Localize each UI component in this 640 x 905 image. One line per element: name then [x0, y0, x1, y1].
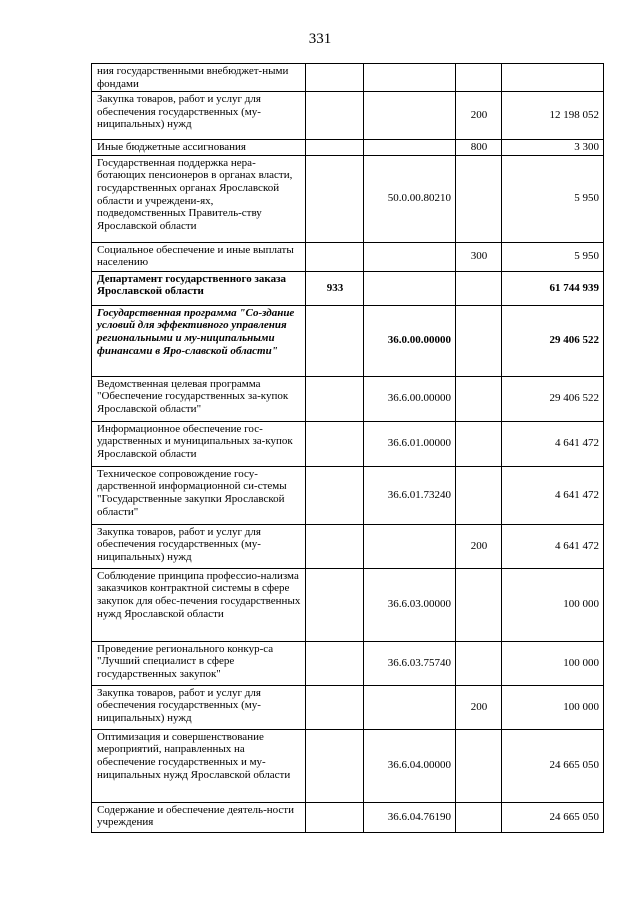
- row-name: Содержание и обеспечение деятель-ности учреждения: [92, 802, 306, 832]
- row-name: Департамент государственного заказа Ярославской области: [92, 271, 306, 305]
- row-expense-type: 200: [456, 524, 502, 568]
- table-row: [92, 305, 604, 376]
- row-target-code: 50.0.00.80210: [364, 155, 456, 242]
- row-target-code: [364, 271, 456, 305]
- row-expense-type: [456, 466, 502, 524]
- row-amount: 100 000: [502, 641, 604, 685]
- row-amount: 100 000: [502, 685, 604, 729]
- table-row: [92, 685, 604, 729]
- table-row: [92, 524, 604, 568]
- row-target-code: [364, 524, 456, 568]
- page-number: 331: [308, 31, 332, 47]
- row-name: Соблюдение принципа профессио-нализма заказчиков контрактной системы в сфере закупок для обес-печения государственных нужд Ярославской области: [92, 568, 306, 641]
- row-name: Иные бюджетные ассигнования: [92, 140, 306, 156]
- row-expense-type: 800: [456, 140, 502, 156]
- table-row: [92, 155, 604, 242]
- row-target-code: [364, 64, 456, 92]
- table-row: [92, 271, 604, 305]
- row-amount: 5 950: [502, 155, 604, 242]
- table-row: [92, 466, 604, 524]
- row-target-code: 36.6.04.76190: [364, 802, 456, 832]
- row-target-code: [364, 140, 456, 156]
- row-target-code: 36.6.03.75740: [364, 641, 456, 685]
- table-row: [92, 568, 604, 641]
- table-row: [92, 140, 604, 156]
- table-row: [92, 802, 604, 832]
- row-dept-code: [306, 729, 364, 802]
- row-target-code: 36.6.03.00000: [364, 568, 456, 641]
- row-amount: 100 000: [502, 568, 604, 641]
- table-row: [92, 729, 604, 802]
- row-expense-type: [456, 64, 502, 92]
- row-name: Государственная программа "Со-здание условий для эффективного управления региональными и му-ниципальными финансами в Яро-славской области": [92, 305, 306, 376]
- row-name: Закупка товаров, работ и услуг для обеспечения государственных (му-ниципальных) нужд: [92, 524, 306, 568]
- row-name: ния государственными внебюджет-ными фондами: [92, 64, 306, 92]
- row-dept-code: [306, 155, 364, 242]
- row-amount: 4 641 472: [502, 466, 604, 524]
- row-expense-type: 200: [456, 92, 502, 140]
- table-row: [92, 92, 604, 140]
- row-amount: [502, 64, 604, 92]
- row-amount: 29 406 522: [502, 376, 604, 421]
- table-row: [92, 641, 604, 685]
- row-expense-type: 300: [456, 242, 502, 271]
- row-target-code: 36.6.01.73240: [364, 466, 456, 524]
- row-dept-code: [306, 524, 364, 568]
- row-dept-code: [306, 802, 364, 832]
- row-amount: 4 641 472: [502, 421, 604, 466]
- row-amount: 29 406 522: [502, 305, 604, 376]
- row-dept-code: [306, 466, 364, 524]
- row-dept-code: [306, 376, 364, 421]
- row-dept-code: [306, 685, 364, 729]
- row-name: Информационное обеспечение гос-ударственных и муниципальных за-купок Ярославской области: [92, 421, 306, 466]
- row-target-code: 36.6.04.00000: [364, 729, 456, 802]
- row-amount: 24 665 050: [502, 802, 604, 832]
- row-dept-code: [306, 641, 364, 685]
- row-name: Социальное обеспечение и иные выплаты населению: [92, 242, 306, 271]
- row-dept-code: [306, 421, 364, 466]
- row-expense-type: [456, 568, 502, 641]
- table-row: [92, 242, 604, 271]
- row-dept-code: [306, 305, 364, 376]
- row-dept-code: [306, 242, 364, 271]
- row-expense-type: [456, 305, 502, 376]
- budget-table: [91, 63, 604, 833]
- row-expense-type: [456, 155, 502, 242]
- row-target-code: [364, 685, 456, 729]
- row-expense-type: [456, 421, 502, 466]
- row-name: Проведение регионального конкур-са "Лучший специалист в сфере государственных закупок": [92, 641, 306, 685]
- row-name: Государственная поддержка нера-ботающих пенсионеров в органах власти, государственных органах Ярославской области и учреждени-ях, подведомственных Правитель-ству Ярославской области: [92, 155, 306, 242]
- row-dept-code: [306, 92, 364, 140]
- row-amount: 3 300: [502, 140, 604, 156]
- row-dept-code: 933: [306, 271, 364, 305]
- row-target-code: [364, 242, 456, 271]
- row-amount: 24 665 050: [502, 729, 604, 802]
- row-expense-type: [456, 729, 502, 802]
- row-name: Ведомственная целевая программа "Обеспечение государственных за-купок Ярославской области": [92, 376, 306, 421]
- row-amount: 61 744 939: [502, 271, 604, 305]
- row-target-code: 36.6.01.00000: [364, 421, 456, 466]
- row-name: Закупка товаров, работ и услуг для обеспечения государственных (му-ниципальных) нужд: [92, 92, 306, 140]
- row-expense-type: [456, 376, 502, 421]
- row-name: Оптимизация и совершенствование мероприятий, направленных на обеспечение государственных и му-ниципальных нужд Ярославской области: [92, 729, 306, 802]
- row-target-code: 36.6.00.00000: [364, 376, 456, 421]
- table-row: [92, 376, 604, 421]
- row-target-code: 36.0.00.00000: [364, 305, 456, 376]
- table-row: [92, 421, 604, 466]
- row-target-code: [364, 92, 456, 140]
- row-amount: 4 641 472: [502, 524, 604, 568]
- row-amount: 5 950: [502, 242, 604, 271]
- row-expense-type: [456, 802, 502, 832]
- row-dept-code: [306, 140, 364, 156]
- row-expense-type: 200: [456, 685, 502, 729]
- row-expense-type: [456, 641, 502, 685]
- row-amount: 12 198 052: [502, 92, 604, 140]
- row-name: Техническое сопровождение госу-дарственной информационной си-стемы "Государственные закупки Ярославской области": [92, 466, 306, 524]
- row-expense-type: [456, 271, 502, 305]
- row-name: Закупка товаров, работ и услуг для обеспечения государственных (му-ниципальных) нужд: [92, 685, 306, 729]
- row-dept-code: [306, 568, 364, 641]
- row-dept-code: [306, 64, 364, 92]
- table-row: [92, 64, 604, 92]
